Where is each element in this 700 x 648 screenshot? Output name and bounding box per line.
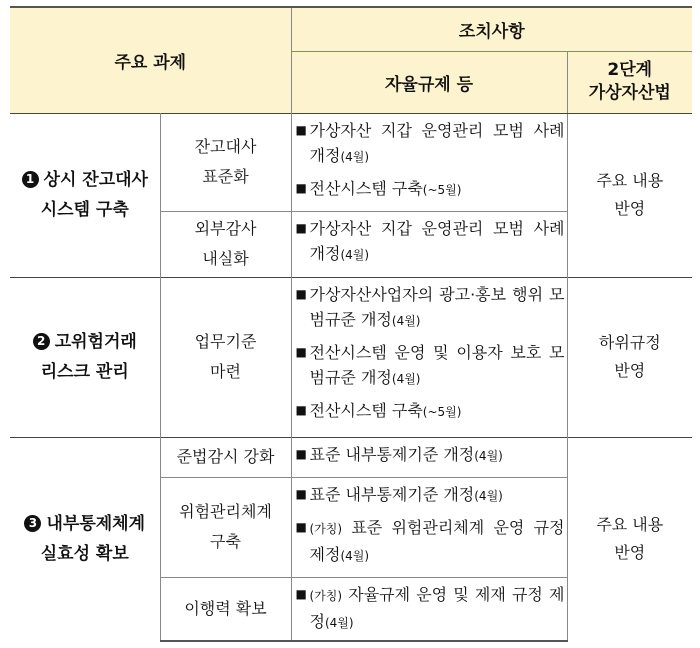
subtask-label: 이행력 확보 <box>184 598 267 618</box>
action-plan-table <box>10 6 692 642</box>
square-bullet-icon: ■ <box>295 446 307 461</box>
result-1 <box>567 113 692 277</box>
header-law-line2: 가상자산법 <box>588 83 671 103</box>
subtask-3-1 <box>160 437 291 477</box>
table-row <box>10 437 692 477</box>
task-3-line2: 실효성 확보 <box>40 544 129 564</box>
square-bullet-icon: ■ <box>295 220 307 235</box>
header-law <box>567 51 692 113</box>
list-item <box>296 515 565 569</box>
square-bullet-icon: ■ <box>295 486 307 501</box>
header-self-regulation: 자율규제 등 <box>291 51 567 113</box>
list-item <box>296 398 565 425</box>
square-bullet-icon: ■ <box>295 122 307 137</box>
task-3-line1: 내부통제체계 <box>46 514 146 534</box>
list-item <box>296 482 565 509</box>
action-text: 전산시스템 구축 <box>309 400 423 420</box>
task-2-line2: 리스크 관리 <box>40 362 129 382</box>
action-date: (~5월) <box>422 404 462 419</box>
actions-3-1 <box>291 437 567 477</box>
actions-1-2 <box>291 211 567 277</box>
list-item <box>296 282 565 334</box>
task-2 <box>10 277 160 437</box>
header-action-group: 조치사항 <box>291 7 692 51</box>
result-label: 주요 내용 <box>596 515 664 534</box>
subtask-label: 위험관리체계 <box>179 502 272 521</box>
action-prefix: (가칭) <box>309 588 343 603</box>
actions-1-1 <box>291 113 567 211</box>
actions-3-3 <box>291 577 567 641</box>
number-badge-icon: 1 <box>22 171 39 188</box>
subtask-label: 준법감시 강화 <box>176 447 275 466</box>
actions-3-2 <box>291 477 567 577</box>
action-text: 가상자산사업자의 광고·홍보 행위 모범규준 개정 <box>309 284 565 329</box>
action-text: 표준 내부통제기준 개정 <box>309 444 475 464</box>
subtask-1-2 <box>160 211 291 277</box>
list-item <box>296 340 565 392</box>
result-label: 반영 <box>614 361 646 380</box>
subtask-label: 외부감사 <box>194 219 257 238</box>
subtask-label: 표준화 <box>202 167 249 186</box>
header-law-line1: 2단계 <box>607 60 653 80</box>
table-row <box>10 113 692 211</box>
subtask-label: 잔고대사 <box>194 137 257 156</box>
task-2-line1: 고위험거래 <box>54 332 137 352</box>
action-date: (4월) <box>474 488 503 503</box>
action-date: (4월) <box>324 615 354 630</box>
square-bullet-icon: ■ <box>295 402 307 417</box>
subtask-label: 구축 <box>210 532 241 551</box>
square-bullet-icon: ■ <box>295 180 307 195</box>
task-1-line1: 상시 잔고대사 <box>43 170 148 190</box>
square-bullet-icon: ■ <box>295 519 307 534</box>
action-prefix: (가칭) <box>309 521 343 536</box>
action-text: 가상자산 지갑 운영관리 모범 사례 개정 <box>309 218 565 263</box>
action-date: (~5월) <box>422 182 462 197</box>
header-task: 주요 과제 <box>10 7 291 113</box>
result-3 <box>567 437 692 641</box>
action-text: 표준 내부통제기준 개정 <box>309 484 475 504</box>
table-row <box>10 277 692 437</box>
action-date: (4월) <box>391 313 421 328</box>
result-label: 하위규정 <box>598 333 661 352</box>
subtask-label: 마련 <box>210 362 241 381</box>
square-bullet-icon: ■ <box>295 286 307 301</box>
subtask-3-2 <box>160 477 291 577</box>
task-1-line2: 시스템 구축 <box>40 200 129 220</box>
action-date: (4월) <box>474 448 503 463</box>
list-item <box>296 216 565 268</box>
subtask-3-3 <box>160 577 291 641</box>
subtask-label: 업무기준 <box>194 332 257 351</box>
result-label: 반영 <box>614 199 646 218</box>
action-text: 전산시스템 구축 <box>309 178 423 198</box>
list-item <box>296 582 565 636</box>
action-date: (4월) <box>340 548 370 563</box>
action-text: 전산시스템 운영 및 이용자 보호 모범규준 개정 <box>309 342 565 387</box>
action-text: 표준 위험관리체계 운영 규정 제정 <box>309 517 565 564</box>
actions-2-1 <box>291 277 567 437</box>
number-badge-icon: 3 <box>24 515 41 532</box>
list-item <box>296 176 565 203</box>
result-label: 주요 내용 <box>596 171 664 190</box>
square-bullet-icon: ■ <box>295 344 307 359</box>
action-date: (4월) <box>340 149 370 164</box>
task-1 <box>10 113 160 277</box>
square-bullet-icon: ■ <box>295 586 307 601</box>
list-item <box>296 118 565 170</box>
action-date: (4월) <box>391 371 421 386</box>
number-badge-icon: 2 <box>33 333 50 350</box>
subtask-1-1 <box>160 113 291 211</box>
result-2 <box>567 277 692 437</box>
task-3 <box>10 437 160 641</box>
action-text: 자율규제 운영 및 제재 규정 제정 <box>309 584 565 631</box>
action-date: (4월) <box>340 247 370 262</box>
subtask-2-1 <box>160 277 291 437</box>
list-item <box>296 442 565 469</box>
action-text: 가상자산 지갑 운영관리 모범 사례 개정 <box>309 120 565 165</box>
subtask-label: 내실화 <box>202 249 249 268</box>
result-label: 반영 <box>614 543 646 562</box>
